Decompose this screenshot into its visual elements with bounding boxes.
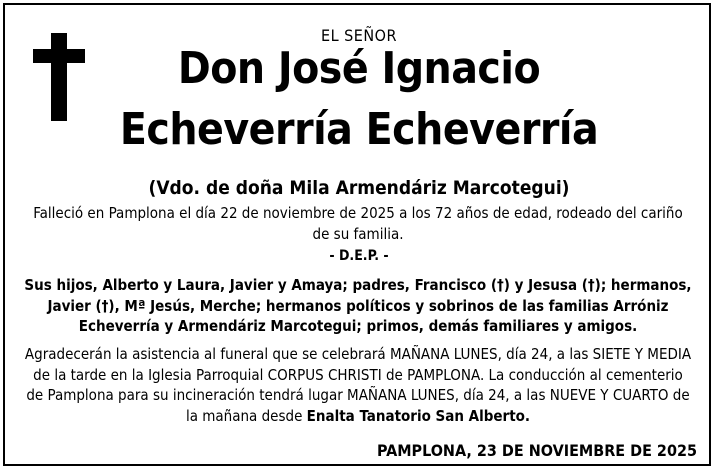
- funeral-details: [23, 344, 693, 426]
- widow-of-line: (Vdo. de doña Mila Armendáriz Marcotegui): [148, 177, 570, 199]
- title-prefix: EL SEÑOR: [320, 26, 397, 45]
- deceased-name-line2: Echeverría Echeverría: [119, 104, 599, 155]
- death-statement: Falleció en Pamplona el día 22 de noviembre de 2025 a los 72 años de edad, rodeado del cariño de su familia.: [33, 204, 683, 243]
- place-date-footer: PAMPLONA, 23 DE NOVIEMBRE DE 2025: [377, 441, 697, 460]
- deceased-name-line1: Don José Ignacio: [177, 43, 541, 94]
- funeral-text: Agradecerán la asistencia al funeral que se celebrará MAÑANA LUNES, día 24, a las SIETE Y MEDIA de la tarde en la Iglesia Parroquial CORPUS CHRISTI de PAMPLONA. La conducción al cementerio de Pamplona para su incineración tendrá lugar MAÑANA LUNES, día 24, a las NUEVE Y CUARTO de la mañana desde: [24, 345, 692, 425]
- family-list: Sus hijos, Alberto y Laura, Javier y Amaya; padres, Francisco (†) y Jesusa (†); hermanos, Javier (†), Mª Jesús, Merche; hermanos políticos y sobrinos de las familias Arróniz Echeverría y Armendáriz Marcotegui; primos, demás familiares y amigos.: [24, 276, 692, 335]
- obituary-card: [3, 3, 711, 466]
- rip-label: - D.E.P. -: [329, 248, 389, 264]
- funeral-place: Enalta Tanatorio San Alberto.: [306, 406, 531, 425]
